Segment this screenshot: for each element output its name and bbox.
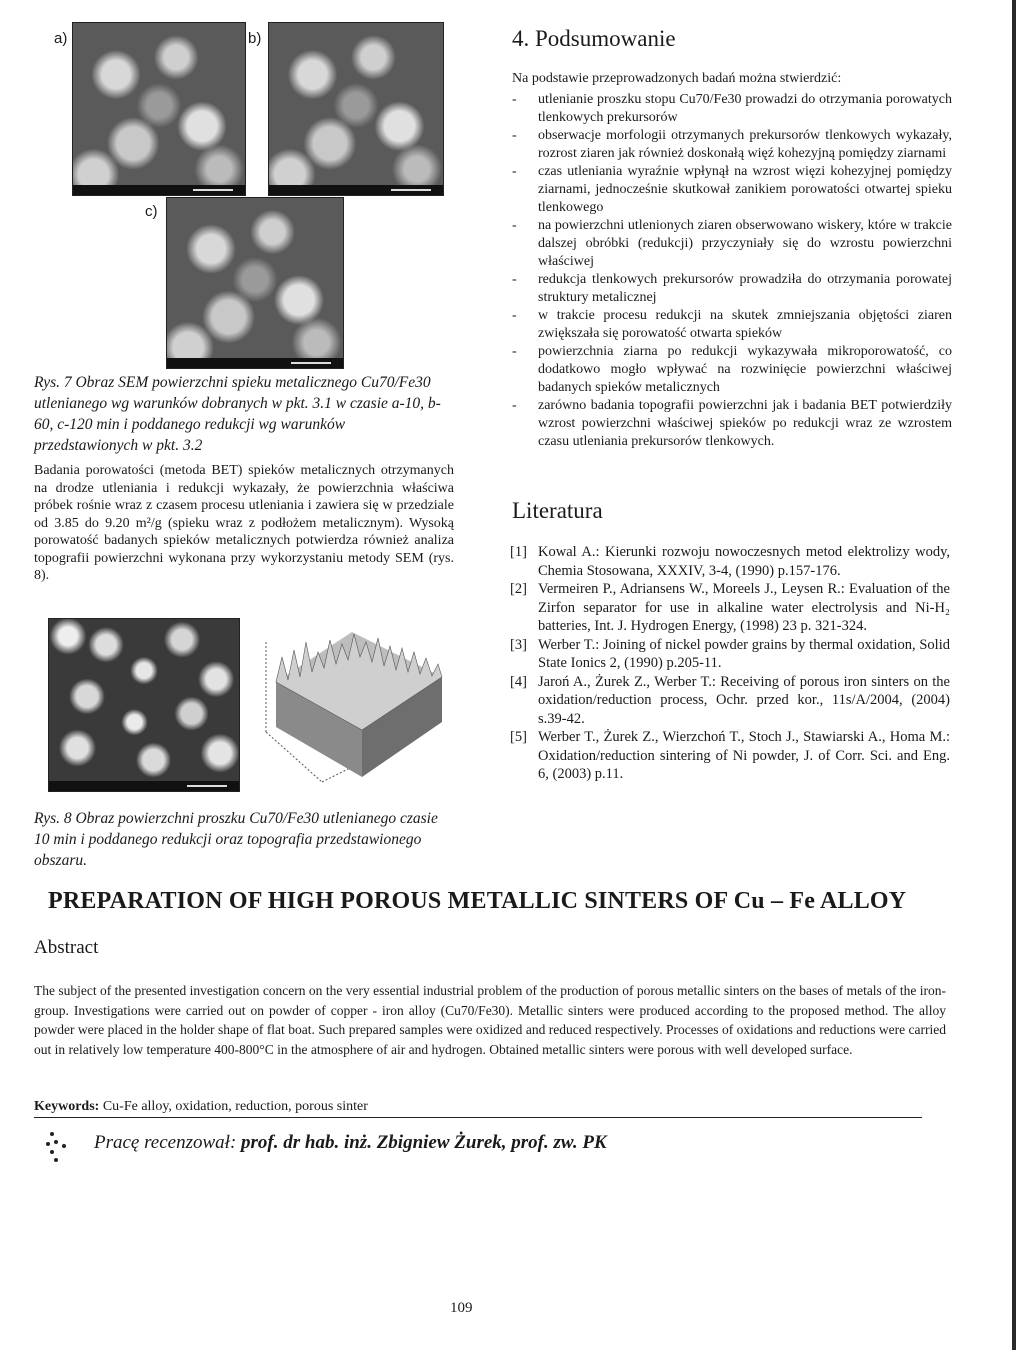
keywords-line — [34, 1099, 368, 1115]
summary-item: - utlenianie proszku stopu Cu70/Fe30 prowadzi do otrzymania porowatych tlenkowych prekursorów — [510, 91, 952, 127]
reference-item — [510, 636, 950, 673]
reviewer-prefix: Pracę recenzował: — [94, 1132, 237, 1153]
reference-text: Jaroń A., Żurek Z., Werber T.: Receiving of porous iron sinters on the oxidation/reduction process, Ochr. przed kor., 11s/A/2004, (2004) s.39-42. — [538, 673, 950, 727]
summary-item: - w trakcie procesu redukcji na skutek zmniejszania objętości ziaren zwiększała się porowatość otwarta spieków — [510, 307, 952, 343]
abstract-text: The subject of the presented investigation concern on the very essential industrial problem of the production of porous metallic sinters on the bases of metals of the iron-group. Investigations were carried out on powder of copper - iron alloy (Cu70/Fe30). Metallic sinters were produced according to the proposed method. The alloy powder were placed in the holder shape of flat boat. Such prepared samples were oxidized and reduced respectively. Processes of oxidations and reductions were carried out in relatively low temperature 400-800°C in the atmosphere of air and hydrogen. Obtained metallic sinters were porous with well developed surface. — [34, 983, 946, 1057]
left-paragraph: Badania porowatości (metoda BET) spieków metalicznych otrzymanych na drodze utleniania i redukcji wykazały, że powierzchnia właściwa próbek rośnie wraz z czasem procesu utleniania i zawiera się w przedziale od 3.85 do 9.20 m²/g (spieku wraz z podłożem metalicznym). Wysoką porowatość badanych spieków metalicznych potwierdza również analiza topografii powierzchni wykonana przy wykorzystaniu metody SEM (rys. 8). — [34, 463, 454, 583]
summary-intro: Na podstawie przeprowadzonych badań można stwierdzić: — [512, 71, 842, 86]
reference-number: [2] — [510, 581, 527, 597]
summary-item: - redukcja tlenkowych prekursorów prowadziła do otrzymania porowatej struktury metalicznej — [510, 271, 952, 307]
reference-item — [510, 673, 950, 729]
summary-list — [510, 91, 952, 451]
reference-text: Kowal A.: Kierunki rozwoju nowoczesnych metod elektrolizy wody, Chemia Stosowana, XXXIV, 3-4, (1990) p.157-176. — [538, 544, 950, 579]
reviewer-line — [94, 1132, 607, 1154]
sem-image-fig8 — [48, 618, 240, 792]
reference-item — [510, 580, 950, 636]
reference-text: Werber T.: Joining of nickel powder grains by thermal oxidation, Solid State Ionics 2, (1990) p.205-11. — [538, 636, 950, 671]
reference-number: [3] — [510, 636, 527, 653]
reference-text: Werber T., Żurek Z., Wierzchoń T., Stoch J., Stawiarski A., Homa M.: Oxidation/reduction sintering of Ni powder, J. of Corr. Sci. and Eng. 6, (2003) p.11. — [538, 729, 950, 782]
figure-label-b: b) — [248, 30, 262, 47]
figure-7-caption: Rys. 7 Obraz SEM powierzchni spieku metalicznego Cu70/Fe30 utlenianego wg warunków dobranych w pkt. 3.1 w czasie a-10, b-60, c-120 min i poddanego redukcji wg warunków przedstawionych w pkt. 3.2 — [34, 374, 441, 454]
topography-3d-plot — [252, 622, 452, 792]
bullet-dots-icon — [40, 1126, 90, 1166]
keywords-divider — [34, 1117, 922, 1118]
sem-image-b — [268, 22, 444, 196]
sem-image-a — [72, 22, 246, 196]
reference-item — [510, 728, 950, 784]
reference-list — [510, 543, 950, 784]
reference-item — [510, 543, 950, 580]
reference-number: [5] — [510, 729, 527, 745]
sem-image-c — [166, 197, 344, 369]
reference-number: [1] — [510, 544, 527, 560]
summary-heading: 4. Podsumowanie — [512, 26, 676, 51]
reference-text: Vermeiren P., Adriansens W., Moreels J., Leysen R.: Evaluation of the Zirfon separator for use in alkaline water electrolysis and Ni-H₂ batteries, Int. J. Hydrogen Energy, (1998) 23 p. 321-324. — [538, 581, 950, 634]
figure-8-caption: Rys. 8 Obraz powierzchni proszku Cu70/Fe30 utlenianego czasie 10 min i poddanego redukcji oraz topografia przedstawionego obszaru. — [34, 810, 438, 869]
summary-item: - zarówno badania topografii powierzchni jak i badania BET potwierdziły wzrost powierzchni właściwej spieków po redukcji wraz ze wzrostem czasu utleniania prekursorów tlenkowych. — [510, 397, 952, 451]
english-title: PREPARATION OF HIGH POROUS METALLIC SINTERS OF Cu – Fe ALLOY — [48, 888, 907, 914]
summary-item: - powierzchnia ziarna po redukcji wykazywała mikroporowatość, co dodatkowo mogło wpływać na rozwinięcie powierzchni właściwej badanych spieków metalicznych — [510, 343, 952, 397]
figure-label-c: c) — [145, 203, 158, 220]
page-number: 109 — [450, 1300, 473, 1316]
reviewer-name: prof. dr hab. inż. Zbigniew Żurek, prof. zw. PK — [241, 1132, 607, 1153]
summary-item: - czas utleniania wyraźnie wpłynął na wzrost więzi kohezyjnej pomiędzy ziarnami, jednocześnie skutkował zanikiem porowatości otwartej spieku tlenkowego — [510, 163, 952, 217]
summary-item: - na powierzchni utlenionych ziaren obserwowano wiskery, które w trakcie dalszej obróbki (redukcji) przyczyniały się do wzrostu powierzchni właściwej — [510, 217, 952, 271]
keywords-text: Cu-Fe alloy, oxidation, reduction, porous sinter — [102, 1099, 368, 1114]
figure-label-a: a) — [54, 30, 68, 47]
keywords-label: Keywords: — [34, 1099, 100, 1114]
reference-number: [4] — [510, 673, 527, 690]
literature-heading: Literatura — [512, 498, 603, 523]
page-edge — [1012, 0, 1016, 1350]
summary-item: - obserwacje morfologii otrzymanych prekursorów tlenkowych wykazały, rozrost ziaren jak również doskonałą więź kohezyjną pomiędzy ziarnami — [510, 127, 952, 163]
abstract-heading: Abstract — [34, 937, 99, 958]
